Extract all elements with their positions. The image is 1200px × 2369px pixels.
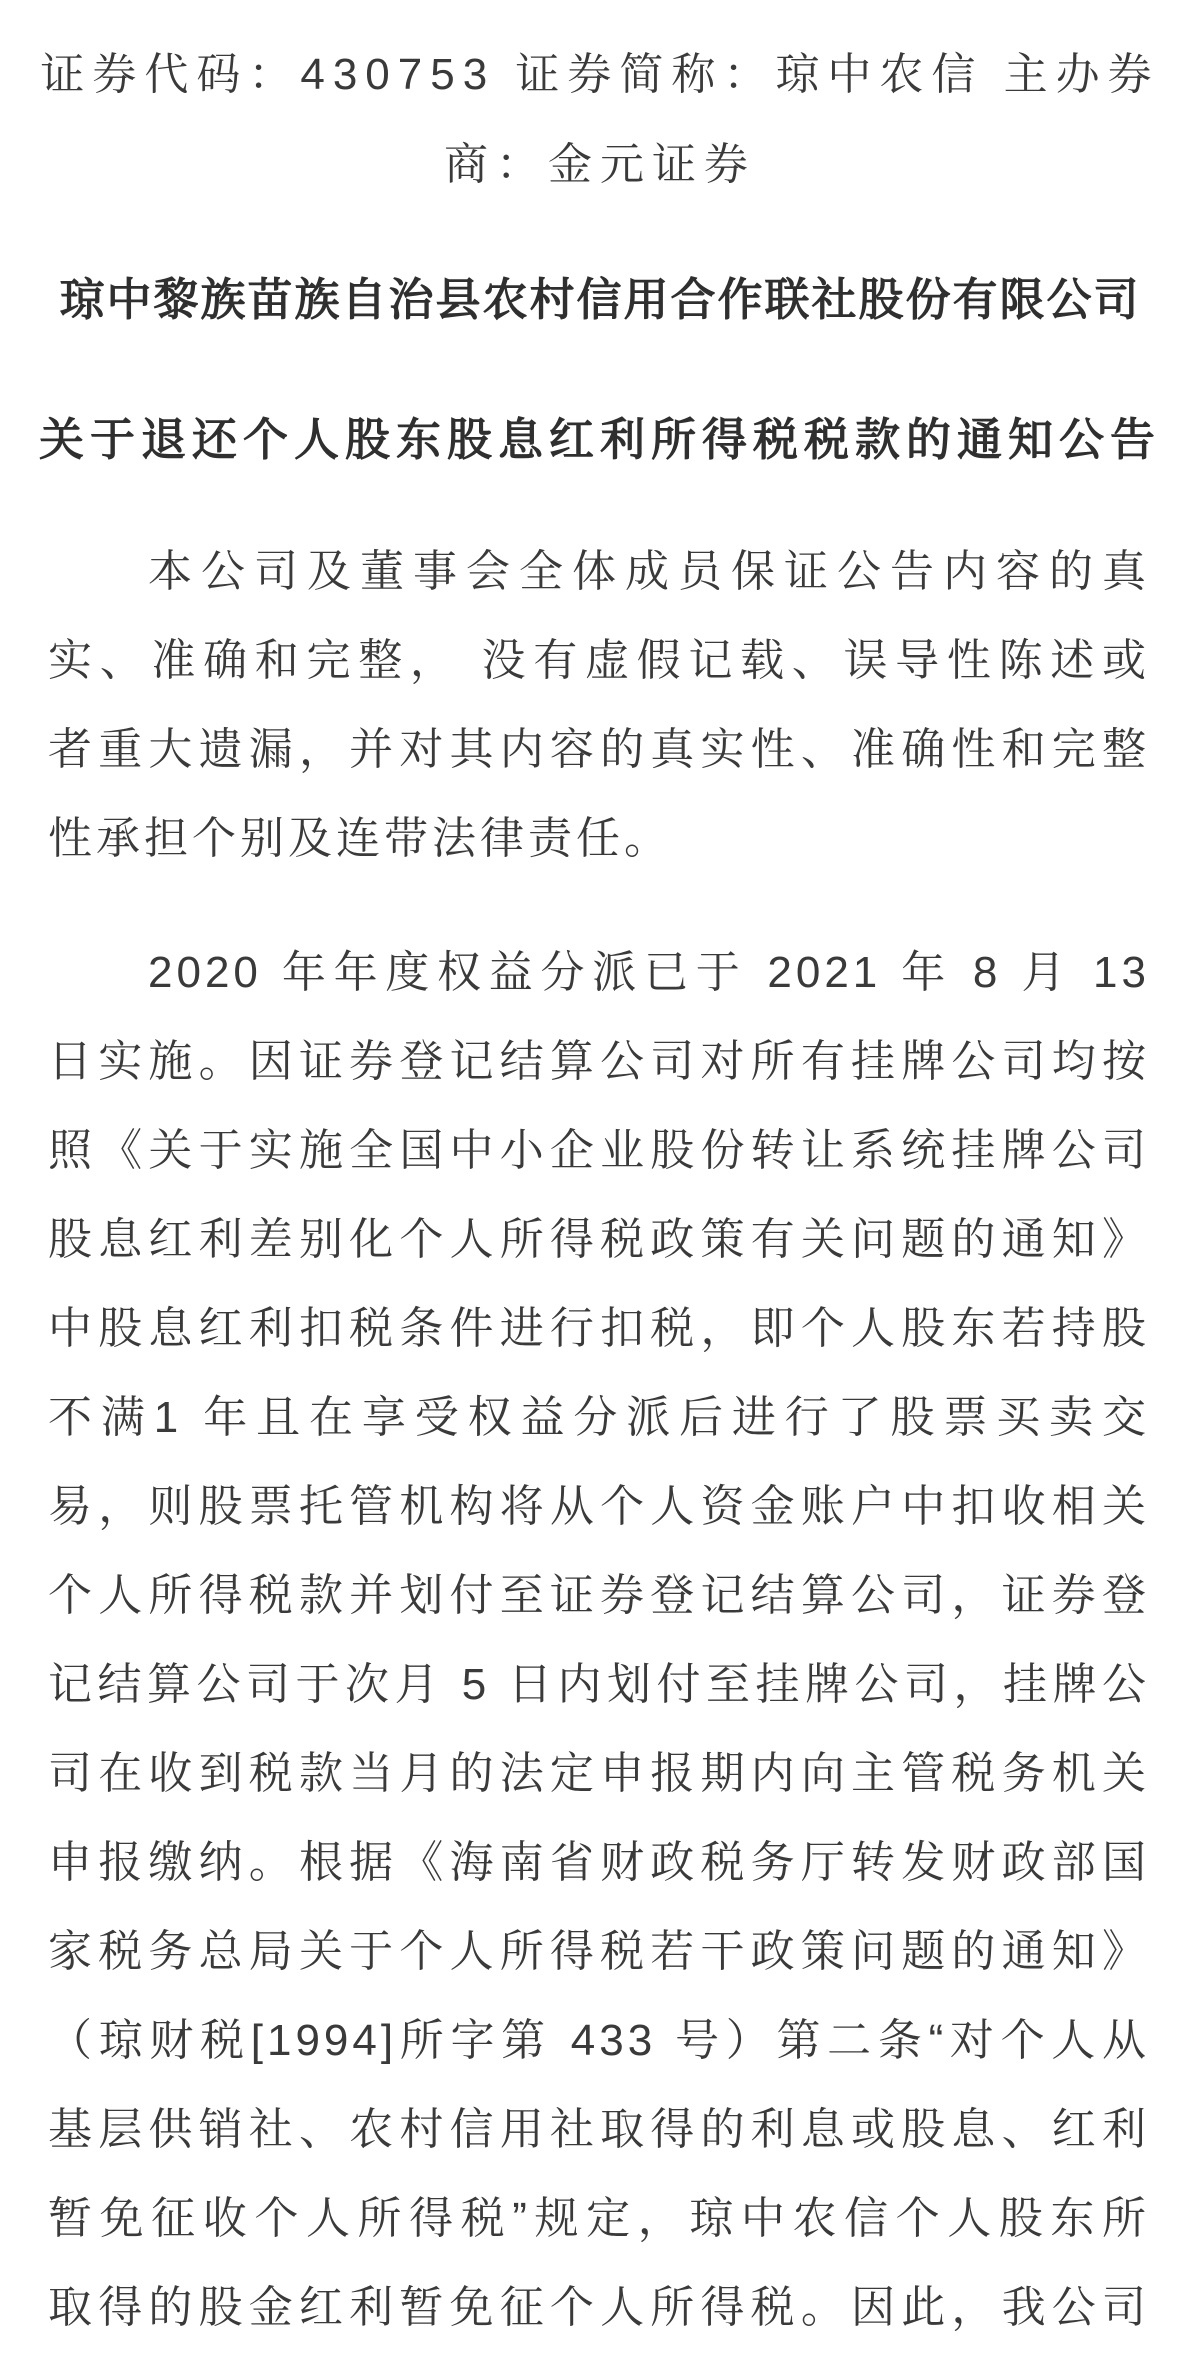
paragraph-line: 基层供销社、农村信用社取得的利息或股息、红利 [48, 2105, 1150, 2154]
paragraph-line: 申报缴纳。根据《海南省财政税务厅转发财政部国 [48, 1838, 1150, 1887]
security-code-line: 证券代码：430753 证券简称：琼中农信 主办券 [40, 50, 1160, 99]
paragraph-line: 暂免征收个人所得税”规定，琼中农信个人股东所 [48, 2194, 1150, 2243]
paragraph-line: 股息红利差别化个人所得税政策有关问题的通知》 [48, 1215, 1150, 1264]
paragraph-line: 个人所得税款并划付至证券登记结算公司，证券登 [48, 1571, 1150, 1620]
paragraph-line: 2020 年年度权益分派已于 2021 年 8 月 13 [148, 948, 1150, 997]
paragraph-line: 不满1 年且在享受权益分派后进行了股票买卖交 [48, 1393, 1150, 1442]
paragraph-line: 记结算公司于次月 5 日内划付至挂牌公司，挂牌公 [48, 1660, 1150, 1709]
body-paragraph [48, 928, 1150, 2352]
disclaimer-paragraph [48, 527, 1150, 883]
paragraph-line: 本公司及董事会全体成员保证公告内容的真 [148, 547, 1150, 596]
paragraph-line: 实、准确和完整， 没有虚假记载、误导性陈述或 [48, 636, 1150, 685]
paragraph-line: （琼财税[1994]所字第 433 号）第二条“对个人从 [48, 2016, 1150, 2065]
paragraph-line: 家税务总局关于个人所得税若干政策问题的通知》 [48, 1927, 1150, 1976]
paragraph-line: 日实施。因证券登记结算公司对所有挂牌公司均按 [48, 1037, 1150, 1086]
paragraph-line: 取得的股金红利暂免征个人所得税。因此，我公司 [48, 2283, 1150, 2332]
document-header [0, 0, 1200, 210]
paragraph-line: 易，则股票托管机构将从个人资金账户中扣收相关 [48, 1482, 1150, 1531]
paragraph-line: 者重大遗漏，并对其内容的真实性、准确性和完整 [48, 725, 1150, 774]
paragraph-line: 司在收到税款当月的法定申报期内向主管税务机关 [48, 1749, 1150, 1798]
company-name-title: 琼中黎族苗族自治县农村信用合作联社股份有限公司 [59, 274, 1141, 325]
sponsor-broker-line: 商：金元证券 [444, 140, 756, 189]
paragraph-line: 性承担个别及连带法律责任。 [48, 814, 672, 863]
paragraph-line: 中股息红利扣税条件进行扣税，即个人股东若持股 [48, 1304, 1150, 1353]
announcement-title: 关于退还个人股东股息红利所得税税款的通知公告 [38, 414, 1161, 465]
paragraph-line: 照《关于实施全国中小企业股份转让系统挂牌公司 [48, 1126, 1150, 1175]
